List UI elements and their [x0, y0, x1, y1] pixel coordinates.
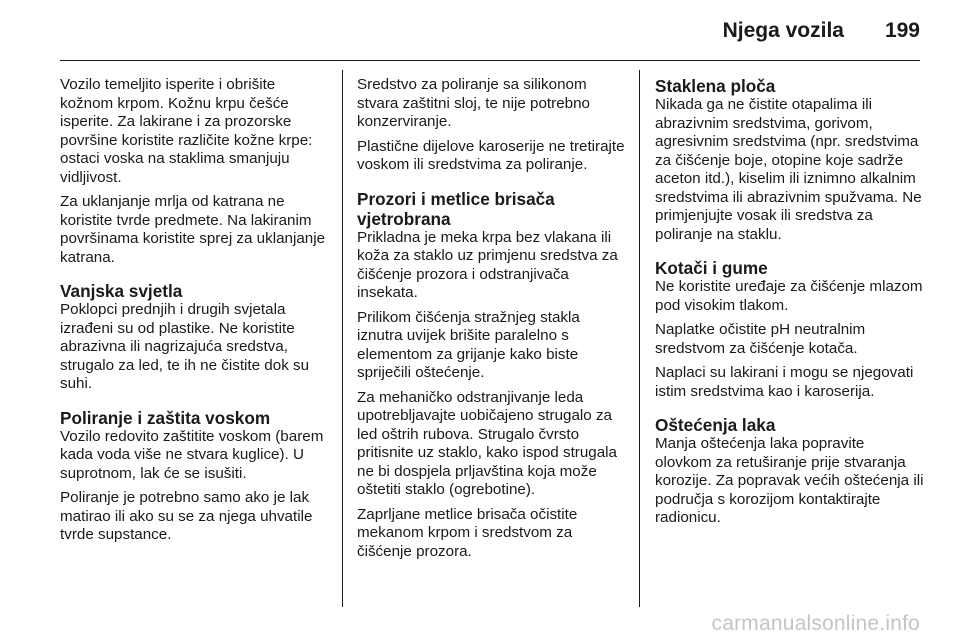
- text-column-2: [357, 76, 627, 567]
- header-rule: [60, 60, 920, 61]
- paragraph: Poklopci prednjih i drugih svjetala izrađeni su od plastike. Ne koristite abrazivna ili nagrizajuća sredstva, strugalo za led, te ih ne čistite dok su suhi.: [60, 301, 310, 392]
- section-heading: Kotači i gume: [655, 258, 768, 278]
- watermark: carmanualsonline.info: [711, 612, 920, 635]
- section-heading: Staklena ploča: [655, 76, 776, 96]
- section-title: Njega vozila: [722, 19, 844, 42]
- section-heading: Poliranje i zaštita voskom: [60, 407, 271, 428]
- section-heading: Oštećenja laka: [655, 415, 776, 435]
- text-column-3: [655, 76, 925, 534]
- paragraph: Ne koristite uređaje za čišćenje mlazom pod visokim tlakom.: [655, 278, 923, 314]
- paragraph: Vozilo redovito zaštitite voskom (barem kada voda više ne stvara kuglice). U suprotnom, lak će se isušiti.: [60, 427, 324, 482]
- paragraph: Manja oštećenja laka popravite olovkom za retuširanje prije stvaranja korozije. Za popravak većih oštećenja ili područja s korozijom kontaktirajte radionicu.: [655, 435, 924, 526]
- paragraph: Za mehaničko odstranjivanje leda upotrebljavajte uobičajeno strugalo za led oštrih rubova. Strugalo čvrsto pritisnite uz staklo, kako ispod strugala ne bi dospjela prljavština koja može oštetiti staklo (ogrebotine).: [357, 388, 618, 498]
- section-heading: Prozori i metlice brisača vjetrobrana: [357, 188, 555, 229]
- page-number: 199: [884, 19, 920, 42]
- paragraph: Plastične dijelove karoserije ne tretirajte voskom ili sredstvima za poliranje.: [357, 137, 625, 173]
- paragraph: Nikada ga ne čistite otapalima ili abrazivnim sredstvima, gorivom, agresivnim sredstvima (npr. sredstvima za čišćenje boje, otopine koje sadrže aceton itd.), kiselim ili iznimno alkalnim sredstvima ili abrazivnim spužvama. Ne primjenjujte vosak ili sredstva za poliranje na staklu.: [655, 96, 922, 243]
- paragraph: Naplaci su lakirani i mogu se njegovati istim sredstvima kao i karoserija.: [655, 364, 914, 400]
- paragraph: Prikladna je meka krpa bez vlakana ili koža za staklo uz primjenu sredstva za čišćenje prozora i odstranjivača insekata.: [357, 228, 618, 301]
- paragraph: Naplatke očistite pH neutralnim sredstvom za čišćenje kotača.: [655, 321, 866, 357]
- paragraph: Poliranje je potrebno samo ako je lak matirao ili ako su se za njega uhvatile tvrde supstance.: [60, 489, 313, 543]
- paragraph: Zaprljane metlice brisača očistite mekanom krpom i sredstvom za čišćenje prozora.: [357, 505, 578, 560]
- paragraph: Za uklanjanje mrlja od katrana ne koristite tvrde predmete. Na lakiranim površinama koristite sprej za uklanjanje katrana.: [60, 193, 326, 266]
- paragraph: Sredstvo za poliranje sa silikonom stvara zaštitni sloj, te nije potrebno konzerviranje.: [357, 76, 590, 130]
- paragraph: Prilikom čišćenja stražnjeg stakla iznutra uvijek brišite paralelno s elementom za grijanje kako biste spriječili oštećenje.: [357, 308, 580, 381]
- page-header: [0, 0, 960, 62]
- column-divider: [342, 70, 343, 607]
- paragraph: Vozilo temeljito isperite i obrišite kožnom krpom. Kožnu krpu češće isperite. Za lakirane i za prozorske površine koristite različite kožne krpe: ostaci voska na staklima smanjuju vidljivost.: [60, 76, 313, 186]
- section-heading: Vanjska svjetla: [60, 281, 183, 301]
- column-divider: [639, 70, 640, 607]
- text-column-1: [60, 76, 330, 551]
